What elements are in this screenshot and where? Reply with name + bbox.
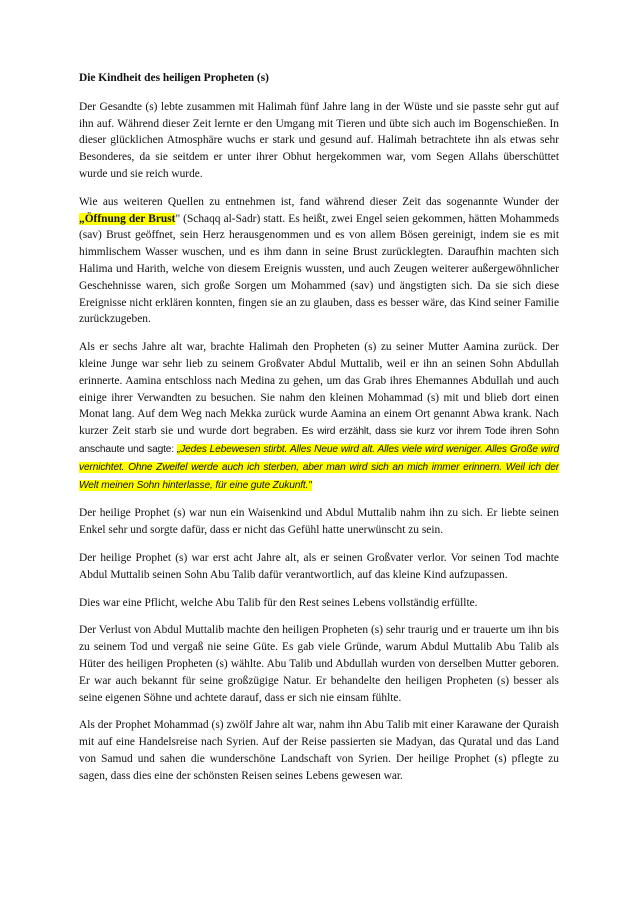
paragraph-2-text-b: " (Schaqq al-Sadr) statt. Es heißt, zwei Engel seien gekommen, hätten Mohammeds (sav) Brust geöffnet, sein Herz herausgenommen und es von allem Bösen gereinigt, indem sie es mit himmlischem Wasser wuschen, und es ihm dann in seine Brust zurücklegten. Daraufhin machten sich Halima und Harith, welche von diesem Ereignis wussten, und auch Zeugen weiterer außergewöhnlicher Geschehnisse waren, sich große Sorgen um Mohammed (sav) und ängstigten sich. Da sie sich diese Ereignisse nicht erklären konnten, fingen sie an zu glauben, dass es besser wäre, das Kind seiner Familie zurückzugeben. — [79, 212, 560, 326]
highlighted-quote: „Jedes Lebewesen stirbt. Alles Neue wird alt. Alles viele wird weniger. Alles Große wird vernichtet. Ohne Zweifel werde auch ich sterben, aber man wird sich an mich immer erinnern. Weil ich der Welt meinen Sohn hinterlasse, für eine gute Zukunft." — [79, 443, 559, 491]
paragraph-3-text: Als er sechs Jahre alt war, brachte Halimah den Propheten (s) zu seiner Mutter Aamina zurück. Der kleine Junge war sehr lieb zu seinem Großvater Abdul Muttalib, weil er ihn an seinen Sohn Abdullah erinnerte. Aamina entschloss nach Medina zu gehen, um das Grab ihres Ehemannes Abdullah und auch einige ihrer Verwandten zu besuchen. Sie nahm den kleinen Mohammad (s) mit und blieb dort einen Monat lang. Auf dem Weg nach Mekka zurück wurde Aamina an einem Ort genannt Abwa krank. Nach kurzer Zeit starb sie und wurde dort begraben. — [79, 341, 559, 438]
paragraph-2 — [79, 194, 559, 328]
paragraph-7: Der Verlust von Abdul Muttalib machte den heiligen Propheten (s) sehr traurig und er trauerte um ihn bis zu seinem Tod und vergaß nie seine Güte. Es gab viele Gründe, warum Abdul Muttalib Abu Talib als Hüter des heiligen Propheten (s) wählte. Abu Talib und Abdullah wurden von derselben Mutter geboren. Er war auch bekannt für seine großzügige Natur. Er behandelte den heiligen Propheten (s) besser als seine eigenen Söhne und achtete darauf, dass er sich nie einsam fühlte. — [79, 624, 559, 704]
document-title: Die Kindheit des heiligen Propheten (s) — [79, 72, 269, 84]
paragraph-5: Der heilige Prophet (s) war erst acht Jahre alt, als er seinen Großvater verlor. Vor seinen Tod machte Abdul Muttalib seinen Sohn Abu Talib dafür verantwortlich, auf das kleine Kind aufzupassen. — [79, 551, 559, 581]
paragraph-1: Der Gesandte (s) lebte zusammen mit Halimah fünf Jahre lang in der Wüste und sie passte sehr gut auf ihn auf. Während dieser Zeit lernte er den Umgang mit Tieren und übte sich auch im Bogenschießen. In dieser glücklichen Atmosphäre wuchs er stark und gesund auf. Halimah betrachtete ihn als etwas sehr Besonderes, da sie seitdem er unter ihrer Obhut hergekommen war, vom Segen Allahs überschüttet wurde und sie reich wurde. — [79, 100, 559, 180]
paragraph-2-text-a: Wie aus weiteren Quellen zu entnehmen ist, fand während dieser Zeit das sogenannte Wunder der — [79, 195, 559, 208]
highlighted-term: „Öffnung der Brust — [79, 212, 176, 225]
paragraph-3 — [79, 339, 559, 494]
paragraph-4: Der heilige Prophet (s) war nun ein Waisenkind und Abdul Muttalib nahm ihn zu sich. Er liebte seinen Enkel sehr und sorgte dafür, dass er nicht das Gefühl hatte unerwünscht zu sein. — [79, 507, 559, 537]
paragraph-8: Als der Prophet Mohammad (s) zwölf Jahre alt war, nahm ihn Abu Talib mit einer Karawane der Quraish mit auf eine Handelsreise nach Syrien. Auf der Reise passierten sie Madyan, das Quratal und das Land von Samud und sahen die wunderschöne Landschaft von Syrien. Der heilige Prophet (s) pflegte zu sagen, dass dies eine der schönsten Reisen seines Lebens gewesen war. — [79, 719, 559, 782]
document-page — [79, 70, 559, 795]
paragraph-6: Dies war eine Pflicht, welche Abu Talib für den Rest seines Lebens vollständig erfüllte. — [79, 596, 478, 609]
paragraph-3-sans-text: Es wird erzählt, dass sie kurz vor ihrem Tode ihren Sohn anschaute und sagte: — [79, 426, 559, 455]
